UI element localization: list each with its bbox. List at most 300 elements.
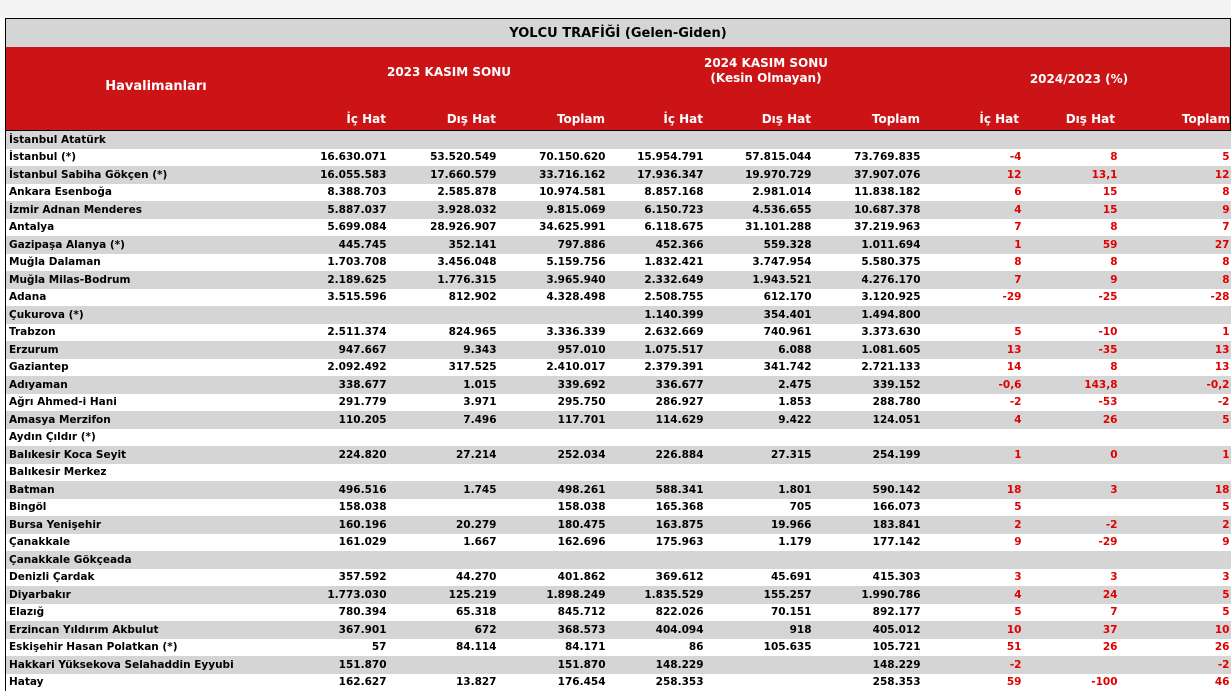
cell-pct-ic: 13 <box>925 341 1024 359</box>
cell-2024-dis: 155.257 <box>708 586 816 604</box>
cell-pct-dis: 26 <box>1024 639 1120 657</box>
cell-2023-toplam: 180.475 <box>501 516 610 534</box>
cell-2024-ic: 1.075.517 <box>610 341 708 359</box>
cell-2023-ic: 57 <box>306 639 391 657</box>
cell-2024-ic <box>610 429 708 447</box>
cell-pct-dis: 24 <box>1024 586 1120 604</box>
cell-2024-dis: 6.088 <box>708 341 816 359</box>
cell-2023-dis: 1.745 <box>391 481 501 499</box>
cell-2024-dis <box>708 551 816 569</box>
cell-2024-ic: 2.508.755 <box>610 289 708 307</box>
airport-name: İzmir Adnan Menderes <box>6 201 306 219</box>
cell-pct-toplam: 5 <box>1120 604 1231 622</box>
cell-pct-dis: -29 <box>1024 534 1120 552</box>
table-row <box>6 341 1231 359</box>
cell-2023-ic <box>306 551 391 569</box>
cell-pct-ic: 8 <box>925 254 1024 272</box>
cell-2023-dis: 84.114 <box>391 639 501 657</box>
cell-2024-toplam: 2.721.133 <box>816 359 925 377</box>
cell-pct-dis: 8 <box>1024 359 1120 377</box>
cell-pct-dis: 3 <box>1024 481 1120 499</box>
cell-pct-toplam: -2 <box>1120 394 1231 412</box>
cell-pct-dis: 15 <box>1024 201 1120 219</box>
cell-2024-toplam: 148.229 <box>816 656 925 674</box>
airport-name: Balıkesir Merkez <box>6 464 306 482</box>
cell-2024-dis: 1.853 <box>708 394 816 412</box>
cell-2024-dis: 31.101.288 <box>708 219 816 237</box>
cell-pct-toplam: 46 <box>1120 674 1231 692</box>
cell-2023-toplam <box>501 131 610 149</box>
cell-pct-dis: -10 <box>1024 324 1120 342</box>
cell-2023-ic: 158.038 <box>306 499 391 517</box>
cell-pct-toplam: -28 <box>1120 289 1231 307</box>
cell-pct-ic: 6 <box>925 184 1024 202</box>
cell-pct-dis: -2 <box>1024 516 1120 534</box>
cell-2023-dis: 2.585.878 <box>391 184 501 202</box>
cell-2023-toplam: 10.974.581 <box>501 184 610 202</box>
cell-2024-toplam: 339.152 <box>816 376 925 394</box>
cell-pct-toplam <box>1120 131 1231 149</box>
table-row <box>6 184 1231 202</box>
cell-2024-toplam: 105.721 <box>816 639 925 657</box>
cell-2024-dis: 740.961 <box>708 324 816 342</box>
cell-2023-dis: 317.525 <box>391 359 501 377</box>
cell-2024-dis: 1.943.521 <box>708 271 816 289</box>
header-group-2024-line1: 2024 KASIM SONU <box>703 56 829 70</box>
cell-2023-dis: 3.971 <box>391 394 501 412</box>
cell-2024-toplam <box>816 131 925 149</box>
airport-name: Erzurum <box>6 341 306 359</box>
cell-pct-ic: 5 <box>925 604 1024 622</box>
cell-2024-ic: 114.629 <box>610 411 708 429</box>
cell-2024-dis: 19.966 <box>708 516 816 534</box>
table-title: YOLCU TRAFİĞİ (Gelen-Giden) <box>5 18 1231 47</box>
airport-name: Bingöl <box>6 499 306 517</box>
cell-2024-dis: 9.422 <box>708 411 816 429</box>
cell-2023-toplam: 1.898.249 <box>501 586 610 604</box>
airport-name: İstanbul Atatürk <box>6 131 306 149</box>
cell-pct-toplam: 3 <box>1120 569 1231 587</box>
cell-2023-dis: 824.965 <box>391 324 501 342</box>
cell-2023-ic: 367.901 <box>306 621 391 639</box>
cell-2024-toplam: 1.081.605 <box>816 341 925 359</box>
cell-pct-ic <box>925 464 1024 482</box>
cell-2024-ic: 1.832.421 <box>610 254 708 272</box>
cell-2023-toplam: 158.038 <box>501 499 610 517</box>
cell-2023-toplam: 5.159.756 <box>501 254 610 272</box>
table-row <box>6 359 1231 377</box>
airport-name: Batman <box>6 481 306 499</box>
header-pct-toplam: Toplam <box>1181 112 1230 126</box>
table-row <box>6 306 1231 324</box>
cell-2023-toplam <box>501 429 610 447</box>
cell-pct-toplam: -0,2 <box>1120 376 1231 394</box>
header-2023-dis: Dış Hat <box>446 112 496 126</box>
cell-pct-dis: 9 <box>1024 271 1120 289</box>
cell-2023-toplam: 151.870 <box>501 656 610 674</box>
cell-2023-ic: 162.627 <box>306 674 391 692</box>
cell-2024-dis: 1.801 <box>708 481 816 499</box>
cell-2023-dis <box>391 464 501 482</box>
cell-2023-dis <box>391 551 501 569</box>
cell-pct-ic: 2 <box>925 516 1024 534</box>
top-strip <box>0 0 1231 18</box>
cell-2023-toplam: 34.625.991 <box>501 219 610 237</box>
cell-pct-dis: 8 <box>1024 149 1120 167</box>
data-table <box>5 130 1231 691</box>
cell-2024-dis: 354.401 <box>708 306 816 324</box>
cell-2024-ic: 165.368 <box>610 499 708 517</box>
cell-2024-dis: 559.328 <box>708 236 816 254</box>
cell-2023-dis: 28.926.907 <box>391 219 501 237</box>
cell-pct-toplam: 9 <box>1120 534 1231 552</box>
cell-2023-ic <box>306 429 391 447</box>
cell-2023-toplam: 117.701 <box>501 411 610 429</box>
cell-2024-dis: 918 <box>708 621 816 639</box>
header-group-pct: 2024/2023 (%) <box>1029 72 1129 86</box>
table-row <box>6 219 1231 237</box>
cell-2024-ic: 17.936.347 <box>610 166 708 184</box>
cell-2024-ic: 148.229 <box>610 656 708 674</box>
cell-2024-dis: 705 <box>708 499 816 517</box>
table-row <box>6 534 1231 552</box>
cell-2024-toplam: 183.841 <box>816 516 925 534</box>
cell-pct-toplam: 7 <box>1120 219 1231 237</box>
cell-2024-toplam: 5.580.375 <box>816 254 925 272</box>
cell-pct-ic: 1 <box>925 446 1024 464</box>
cell-pct-toplam: 2 <box>1120 516 1231 534</box>
cell-pct-dis: 37 <box>1024 621 1120 639</box>
cell-2023-dis: 125.219 <box>391 586 501 604</box>
airport-name: Diyarbakır <box>6 586 306 604</box>
table-row <box>6 394 1231 412</box>
cell-2023-dis <box>391 656 501 674</box>
cell-pct-dis <box>1024 131 1120 149</box>
header-2024-ic: İç Hat <box>663 112 703 126</box>
cell-2023-ic: 2.511.374 <box>306 324 391 342</box>
header-airports: Havalimanları <box>105 79 207 94</box>
cell-pct-ic: 5 <box>925 324 1024 342</box>
cell-2024-toplam <box>816 429 925 447</box>
cell-pct-ic <box>925 131 1024 149</box>
cell-2023-toplam: 339.692 <box>501 376 610 394</box>
cell-2023-dis: 44.270 <box>391 569 501 587</box>
cell-pct-ic: 10 <box>925 621 1024 639</box>
cell-pct-ic: 4 <box>925 586 1024 604</box>
cell-2024-toplam: 1.990.786 <box>816 586 925 604</box>
cell-2024-ic <box>610 464 708 482</box>
cell-pct-ic: 4 <box>925 201 1024 219</box>
cell-pct-ic: 9 <box>925 534 1024 552</box>
cell-2024-toplam: 590.142 <box>816 481 925 499</box>
table-row <box>6 236 1231 254</box>
header-2023-ic: İç Hat <box>346 112 386 126</box>
cell-pct-dis: 26 <box>1024 411 1120 429</box>
cell-pct-dis: 8 <box>1024 219 1120 237</box>
cell-2023-ic: 357.592 <box>306 569 391 587</box>
cell-2023-toplam: 33.716.162 <box>501 166 610 184</box>
cell-2023-ic: 8.388.703 <box>306 184 391 202</box>
table-row <box>6 499 1231 517</box>
cell-2024-ic: 226.884 <box>610 446 708 464</box>
cell-2024-ic: 8.857.168 <box>610 184 708 202</box>
cell-pct-toplam <box>1120 306 1231 324</box>
cell-2024-toplam: 37.219.963 <box>816 219 925 237</box>
table-row <box>6 569 1231 587</box>
cell-2023-ic: 160.196 <box>306 516 391 534</box>
cell-2024-ic: 6.150.723 <box>610 201 708 219</box>
cell-2024-toplam <box>816 551 925 569</box>
cell-2023-dis: 65.318 <box>391 604 501 622</box>
cell-pct-ic: -2 <box>925 394 1024 412</box>
cell-2024-dis: 70.151 <box>708 604 816 622</box>
airport-name: Gazipaşa Alanya (*) <box>6 236 306 254</box>
table-row <box>6 289 1231 307</box>
cell-2024-ic <box>610 551 708 569</box>
cell-2023-dis <box>391 306 501 324</box>
cell-2024-ic <box>610 131 708 149</box>
airport-name: Muğla Dalaman <box>6 254 306 272</box>
cell-pct-dis: 59 <box>1024 236 1120 254</box>
cell-2023-toplam: 4.328.498 <box>501 289 610 307</box>
cell-pct-ic: 12 <box>925 166 1024 184</box>
cell-2023-ic: 947.667 <box>306 341 391 359</box>
airport-name: Çukurova (*) <box>6 306 306 324</box>
cell-2023-toplam <box>501 551 610 569</box>
cell-2023-dis: 3.928.032 <box>391 201 501 219</box>
header-pct-ic: İç Hat <box>979 112 1019 126</box>
cell-pct-toplam: 8 <box>1120 254 1231 272</box>
cell-2023-toplam: 957.010 <box>501 341 610 359</box>
cell-2023-dis <box>391 131 501 149</box>
cell-2024-ic: 86 <box>610 639 708 657</box>
table-row <box>6 551 1231 569</box>
cell-pct-dis <box>1024 306 1120 324</box>
cell-2024-dis: 341.742 <box>708 359 816 377</box>
cell-2024-toplam: 10.687.378 <box>816 201 925 219</box>
airport-name: Antalya <box>6 219 306 237</box>
cell-pct-toplam: 8 <box>1120 184 1231 202</box>
cell-pct-dis: 143,8 <box>1024 376 1120 394</box>
header-pct-dis: Dış Hat <box>1065 112 1115 126</box>
cell-2024-dis: 45.691 <box>708 569 816 587</box>
cell-pct-dis: 8 <box>1024 254 1120 272</box>
cell-2023-toplam: 295.750 <box>501 394 610 412</box>
cell-pct-ic <box>925 551 1024 569</box>
cell-2023-dis: 27.214 <box>391 446 501 464</box>
cell-2024-toplam: 415.303 <box>816 569 925 587</box>
cell-2024-toplam: 258.353 <box>816 674 925 692</box>
cell-pct-toplam: 18 <box>1120 481 1231 499</box>
cell-pct-dis <box>1024 464 1120 482</box>
table-row <box>6 446 1231 464</box>
cell-pct-dis: 13,1 <box>1024 166 1120 184</box>
cell-pct-ic <box>925 429 1024 447</box>
cell-2023-dis <box>391 499 501 517</box>
cell-2024-ic: 2.379.391 <box>610 359 708 377</box>
cell-2023-ic: 2.092.492 <box>306 359 391 377</box>
cell-2023-toplam: 70.150.620 <box>501 149 610 167</box>
cell-2023-toplam: 797.886 <box>501 236 610 254</box>
cell-2024-toplam: 11.838.182 <box>816 184 925 202</box>
table-row <box>6 481 1231 499</box>
header-group-2024 <box>621 56 911 86</box>
table-row <box>6 376 1231 394</box>
cell-pct-toplam: 26 <box>1120 639 1231 657</box>
cell-2023-dis: 1.776.315 <box>391 271 501 289</box>
cell-2023-ic: 2.189.625 <box>306 271 391 289</box>
cell-pct-dis: 7 <box>1024 604 1120 622</box>
table-row <box>6 604 1231 622</box>
cell-2024-dis: 2.475 <box>708 376 816 394</box>
cell-2024-ic: 1.835.529 <box>610 586 708 604</box>
cell-pct-toplam: 27 <box>1120 236 1231 254</box>
table-row <box>6 201 1231 219</box>
cell-2024-dis <box>708 464 816 482</box>
cell-2024-toplam: 254.199 <box>816 446 925 464</box>
cell-2023-dis: 3.456.048 <box>391 254 501 272</box>
cell-2024-toplam: 405.012 <box>816 621 925 639</box>
cell-pct-ic: 1 <box>925 236 1024 254</box>
table-row <box>6 621 1231 639</box>
cell-pct-ic: 59 <box>925 674 1024 692</box>
cell-2024-toplam: 3.373.630 <box>816 324 925 342</box>
cell-2024-toplam: 37.907.076 <box>816 166 925 184</box>
airport-name: Elazığ <box>6 604 306 622</box>
header-group-2024-line2: (Kesin Olmayan) <box>710 71 822 85</box>
cell-2023-dis: 812.902 <box>391 289 501 307</box>
cell-2023-toplam <box>501 464 610 482</box>
cell-2024-ic: 6.118.675 <box>610 219 708 237</box>
cell-2023-dis: 672 <box>391 621 501 639</box>
cell-pct-toplam: 5 <box>1120 586 1231 604</box>
cell-2023-ic: 3.515.596 <box>306 289 391 307</box>
cell-2023-dis <box>391 429 501 447</box>
table-body <box>6 131 1231 692</box>
cell-pct-toplam: 1 <box>1120 446 1231 464</box>
cell-2023-toplam: 84.171 <box>501 639 610 657</box>
cell-pct-ic: 4 <box>925 411 1024 429</box>
cell-2024-ic: 452.366 <box>610 236 708 254</box>
cell-2024-dis: 27.315 <box>708 446 816 464</box>
table-row <box>6 639 1231 657</box>
cell-pct-dis <box>1024 499 1120 517</box>
cell-2023-dis: 13.827 <box>391 674 501 692</box>
cell-pct-toplam: 5 <box>1120 411 1231 429</box>
cell-pct-toplam: 8 <box>1120 271 1231 289</box>
cell-pct-dis <box>1024 656 1120 674</box>
cell-pct-ic <box>925 306 1024 324</box>
airport-name: Ağrı Ahmed-i Hani <box>6 394 306 412</box>
cell-pct-dis: 15 <box>1024 184 1120 202</box>
cell-2024-toplam: 177.142 <box>816 534 925 552</box>
cell-pct-dis: -100 <box>1024 674 1120 692</box>
cell-2023-toplam: 498.261 <box>501 481 610 499</box>
cell-pct-ic: 5 <box>925 499 1024 517</box>
cell-2023-ic: 5.887.037 <box>306 201 391 219</box>
cell-2023-ic: 151.870 <box>306 656 391 674</box>
cell-pct-toplam <box>1120 429 1231 447</box>
cell-2024-ic: 404.094 <box>610 621 708 639</box>
cell-pct-ic: -29 <box>925 289 1024 307</box>
airport-name: Denizli Çardak <box>6 569 306 587</box>
cell-2023-ic <box>306 131 391 149</box>
cell-2024-dis: 3.747.954 <box>708 254 816 272</box>
airport-name: Hatay <box>6 674 306 692</box>
cell-pct-ic: -0,6 <box>925 376 1024 394</box>
cell-2023-ic: 338.677 <box>306 376 391 394</box>
cell-2023-toplam: 368.573 <box>501 621 610 639</box>
cell-2023-toplam <box>501 306 610 324</box>
cell-2023-toplam: 176.454 <box>501 674 610 692</box>
cell-2024-ic: 163.875 <box>610 516 708 534</box>
cell-2024-ic: 822.026 <box>610 604 708 622</box>
cell-pct-toplam: 12 <box>1120 166 1231 184</box>
cell-2024-ic: 175.963 <box>610 534 708 552</box>
cell-2024-dis: 19.970.729 <box>708 166 816 184</box>
cell-2023-ic: 161.029 <box>306 534 391 552</box>
cell-pct-toplam <box>1120 551 1231 569</box>
table-row <box>6 166 1231 184</box>
cell-2023-ic: 1.703.708 <box>306 254 391 272</box>
cell-pct-ic: 7 <box>925 271 1024 289</box>
cell-pct-dis: -53 <box>1024 394 1120 412</box>
cell-2023-dis: 20.279 <box>391 516 501 534</box>
airport-name: Ankara Esenboğa <box>6 184 306 202</box>
cell-2023-ic <box>306 464 391 482</box>
cell-2023-ic: 445.745 <box>306 236 391 254</box>
cell-pct-dis: 0 <box>1024 446 1120 464</box>
cell-pct-dis: -25 <box>1024 289 1120 307</box>
cell-2024-ic: 369.612 <box>610 569 708 587</box>
cell-pct-toplam: 10 <box>1120 621 1231 639</box>
cell-2023-dis: 1.667 <box>391 534 501 552</box>
airport-name: Eskişehir Hasan Polatkan (*) <box>6 639 306 657</box>
airport-name: Çanakkale Gökçeada <box>6 551 306 569</box>
table-row <box>6 516 1231 534</box>
airport-name: Hakkari Yüksekova Selahaddin Eyyubi <box>6 656 306 674</box>
header-2024-dis: Dış Hat <box>761 112 811 126</box>
airport-name: Bursa Yenişehir <box>6 516 306 534</box>
cell-2023-ic: 224.820 <box>306 446 391 464</box>
cell-pct-toplam: 13 <box>1120 359 1231 377</box>
airport-name: Balıkesir Koca Seyit <box>6 446 306 464</box>
cell-pct-ic: 18 <box>925 481 1024 499</box>
cell-2024-ic: 258.353 <box>610 674 708 692</box>
cell-pct-ic: 14 <box>925 359 1024 377</box>
cell-2023-ic: 16.055.583 <box>306 166 391 184</box>
passenger-traffic-table <box>5 18 1231 691</box>
header-2024-toplam: Toplam <box>871 112 920 126</box>
cell-2023-toplam: 401.862 <box>501 569 610 587</box>
cell-2023-dis: 9.343 <box>391 341 501 359</box>
cell-2023-dis: 17.660.579 <box>391 166 501 184</box>
cell-pct-toplam: 9 <box>1120 201 1231 219</box>
cell-2024-toplam: 892.177 <box>816 604 925 622</box>
table-row <box>6 464 1231 482</box>
airport-name: Erzincan Yıldırım Akbulut <box>6 621 306 639</box>
airport-name: Muğla Milas-Bodrum <box>6 271 306 289</box>
cell-pct-toplam: 1 <box>1120 324 1231 342</box>
table-row <box>6 411 1231 429</box>
cell-2024-toplam: 4.276.170 <box>816 271 925 289</box>
cell-2024-ic: 286.927 <box>610 394 708 412</box>
table-row <box>6 674 1231 692</box>
header-2023-toplam: Toplam <box>556 112 605 126</box>
cell-2024-ic: 2.632.669 <box>610 324 708 342</box>
cell-2024-toplam: 166.073 <box>816 499 925 517</box>
cell-pct-ic: -2 <box>925 656 1024 674</box>
